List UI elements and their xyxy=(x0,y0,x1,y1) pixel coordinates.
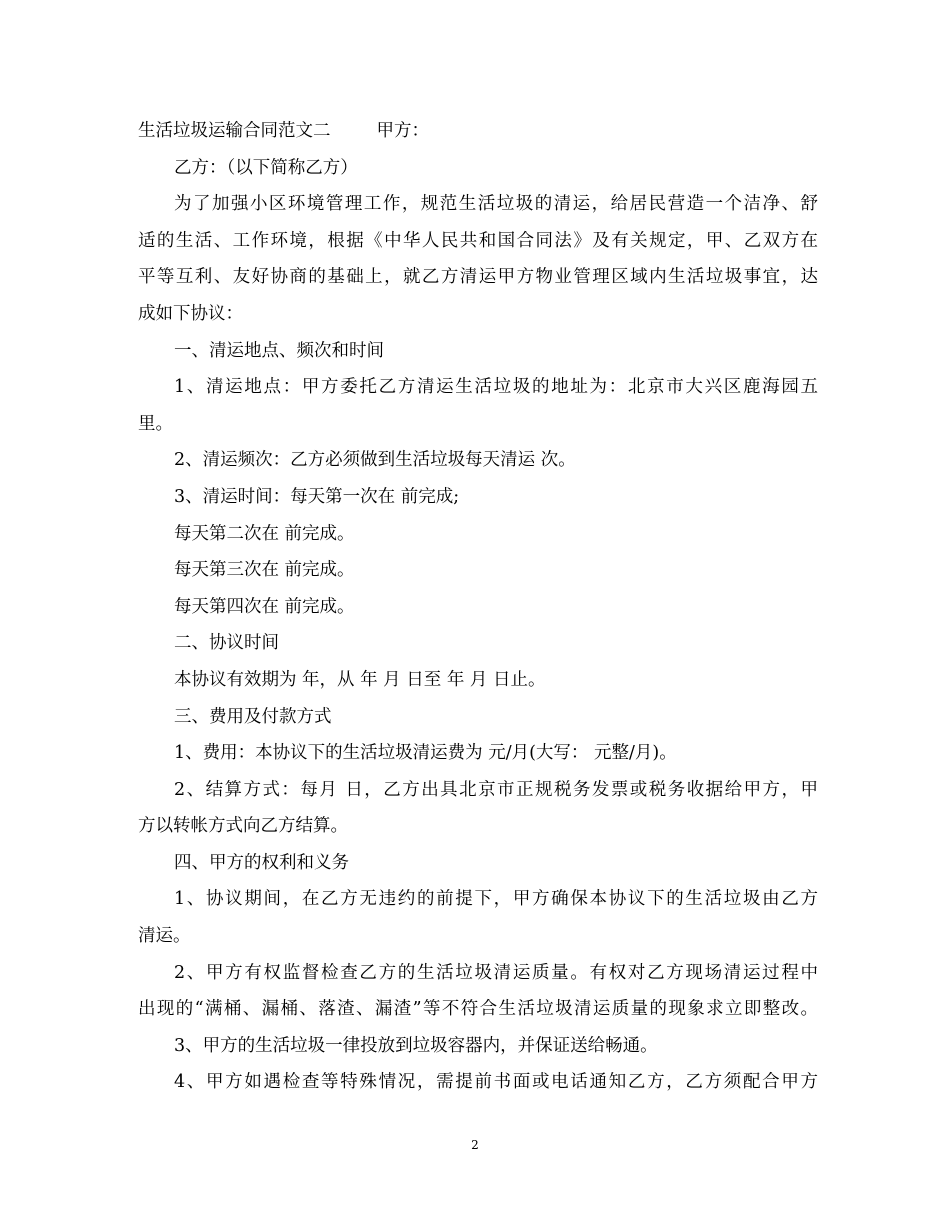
paragraph-line: 适的生活、工作环境，根据《中华人民共和国合同法》及有关规定，甲、乙双方在 xyxy=(138,230,818,251)
paragraph-line: 2、结算方式：每月 日，乙方出具北京市正规税务发票或税务收据给甲方，甲 xyxy=(174,779,818,800)
paragraph-line: 里。 xyxy=(138,413,173,434)
party-b-line: 乙方：（以下简称乙方） xyxy=(174,157,358,178)
paragraph-line: 1、费用：本协议下的生活垃圾清运费为 元/月(大写： 元整/月)。 xyxy=(174,743,677,764)
paragraph-line: 4、甲方如遇检查等特殊情况，需提前书面或电话通知乙方，乙方须配合甲方 xyxy=(174,1072,818,1093)
paragraph-line: 本协议有效期为 年，从 年 月 日至 年 月 日止。 xyxy=(174,669,546,690)
paragraph-line: 2、清运频次：乙方必须做到生活垃圾每天清运 次。 xyxy=(174,450,576,471)
document-title: 生活垃圾运输合同范文二 xyxy=(138,121,331,141)
paragraph-line: 成如下协议： xyxy=(138,303,243,324)
paragraph-line: 每天第四次在 前完成。 xyxy=(174,596,355,617)
paragraph-line: 3、清运时间：每天第一次在 前完成; xyxy=(174,486,460,507)
paragraph-line: 1、协议期间，在乙方无违约的前提下，甲方确保本协议下的生活垃圾由乙方 xyxy=(174,889,818,910)
paragraph-line: 每天第三次在 前完成。 xyxy=(174,560,355,581)
party-a-label: 甲方： xyxy=(376,121,429,141)
paragraph-line: 方以转帐方式向乙方结算。 xyxy=(138,816,348,837)
title-line xyxy=(138,113,818,150)
section-heading: 三、费用及付款方式 xyxy=(174,706,332,727)
section-heading: 二、协议时间 xyxy=(174,633,279,654)
paragraph-line: 每天第二次在 前完成。 xyxy=(174,523,355,544)
paragraph-line: 清运。 xyxy=(138,926,191,947)
paragraph-line: 出现的“满桶、漏桶、落渣、漏渣”等不符合生活垃圾清运质量的现象求立即整改。 xyxy=(138,999,818,1020)
paragraph-line: 平等互利、友好协商的基础上，就乙方清运甲方物业管理区域内生活垃圾事宜，达 xyxy=(138,267,818,288)
section-heading: 四、甲方的权利和义务 xyxy=(174,852,349,873)
paragraph-line: 2、甲方有权监督检查乙方的生活垃圾清运质量。有权对乙方现场清运过程中 xyxy=(174,962,818,983)
page-number: 2 xyxy=(471,1138,479,1152)
paragraph-line: 为了加强小区环境管理工作，规范生活垃圾的清运，给居民营造一个洁净、舒 xyxy=(174,194,818,215)
contract-body xyxy=(138,113,818,1101)
paragraph-line: 3、甲方的生活垃圾一律投放到垃圾容器内，并保证送给畅通。 xyxy=(174,1035,658,1056)
section-heading: 一、清运地点、频次和时间 xyxy=(174,340,384,361)
paragraph-line: 1、清运地点：甲方委托乙方清运生活垃圾的地址为：北京市大兴区鹿海园五 xyxy=(174,377,818,398)
